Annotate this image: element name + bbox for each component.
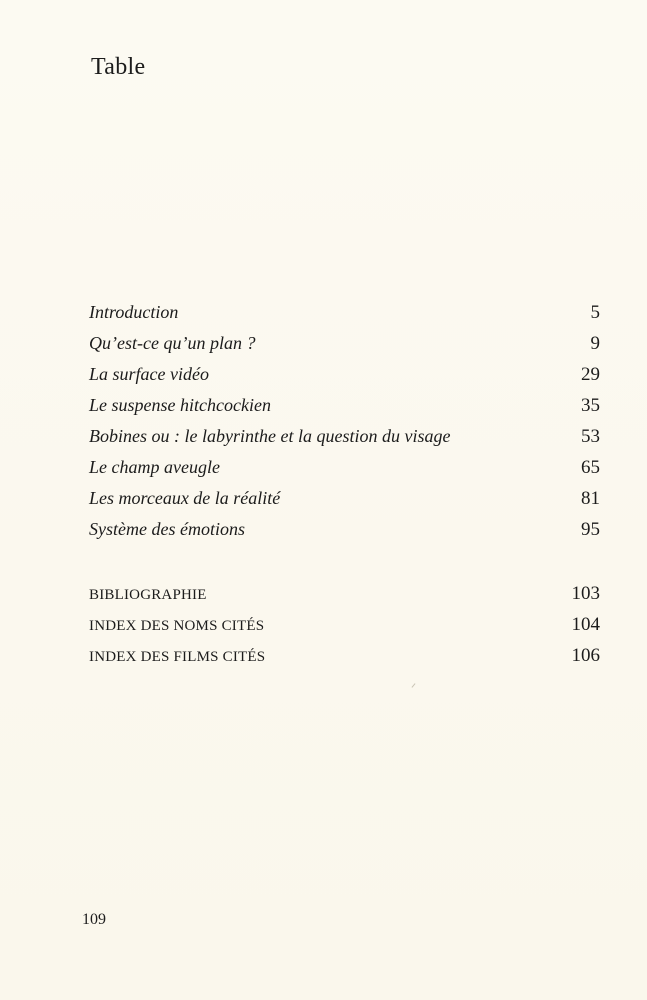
toc-entry-bibliographie [89, 578, 600, 609]
toc-entry-emotions [89, 514, 600, 545]
toc-entry-page: 65 [581, 457, 600, 478]
toc-entry-page: 5 [590, 302, 600, 323]
toc-entry-page: 95 [581, 519, 600, 540]
toc-entry-title: Le champ aveugle [89, 457, 220, 477]
toc-entry-page: 35 [581, 395, 600, 416]
toc-entry-page: 104 [571, 614, 600, 635]
toc-entry-title: Qu’est-ce qu’un plan ? [89, 333, 256, 353]
toc-entry-index-films [89, 640, 600, 671]
toc-entry-title: INDEX DES FILMS CITÉS [89, 649, 266, 665]
toc-entry-page: 81 [581, 488, 600, 509]
page-title: Table [91, 54, 146, 80]
toc-entry-introduction [89, 297, 600, 328]
toc-entry-title: Bobines ou : le labyrinthe et la question du visage [89, 426, 451, 446]
toc-entry-surface-video [89, 359, 600, 390]
toc-entry-morceaux [89, 483, 600, 514]
page-number: 109 [82, 911, 106, 928]
toc-entry-page: 53 [581, 426, 600, 447]
pencil-mark [412, 683, 416, 687]
toc-entry-title: Le suspense hitchcockien [89, 395, 271, 415]
toc-entry-page: 9 [590, 333, 600, 354]
toc-entry-title: BIBLIOGRAPHIE [89, 587, 207, 603]
toc-entry-title: INDEX DES NOMS CITÉS [89, 618, 265, 634]
toc-entry-champ-aveugle [89, 452, 600, 483]
chapter-list [89, 297, 600, 545]
toc-entry-bobines [89, 421, 600, 452]
toc-entry-page: 106 [571, 645, 600, 666]
toc-entry-title: La surface vidéo [89, 364, 209, 384]
toc-entry-page: 29 [581, 364, 600, 385]
toc-entry-index-noms [89, 609, 600, 640]
toc-entry-title: Les morceaux de la réalité [89, 488, 281, 508]
toc-entry-page: 103 [571, 583, 600, 604]
toc-entry-title: Introduction [89, 302, 179, 322]
toc-entry-plan [89, 328, 600, 359]
annex-list [89, 578, 600, 671]
toc-entry-suspense [89, 390, 600, 421]
toc-entry-title: Système des émotions [89, 519, 245, 539]
